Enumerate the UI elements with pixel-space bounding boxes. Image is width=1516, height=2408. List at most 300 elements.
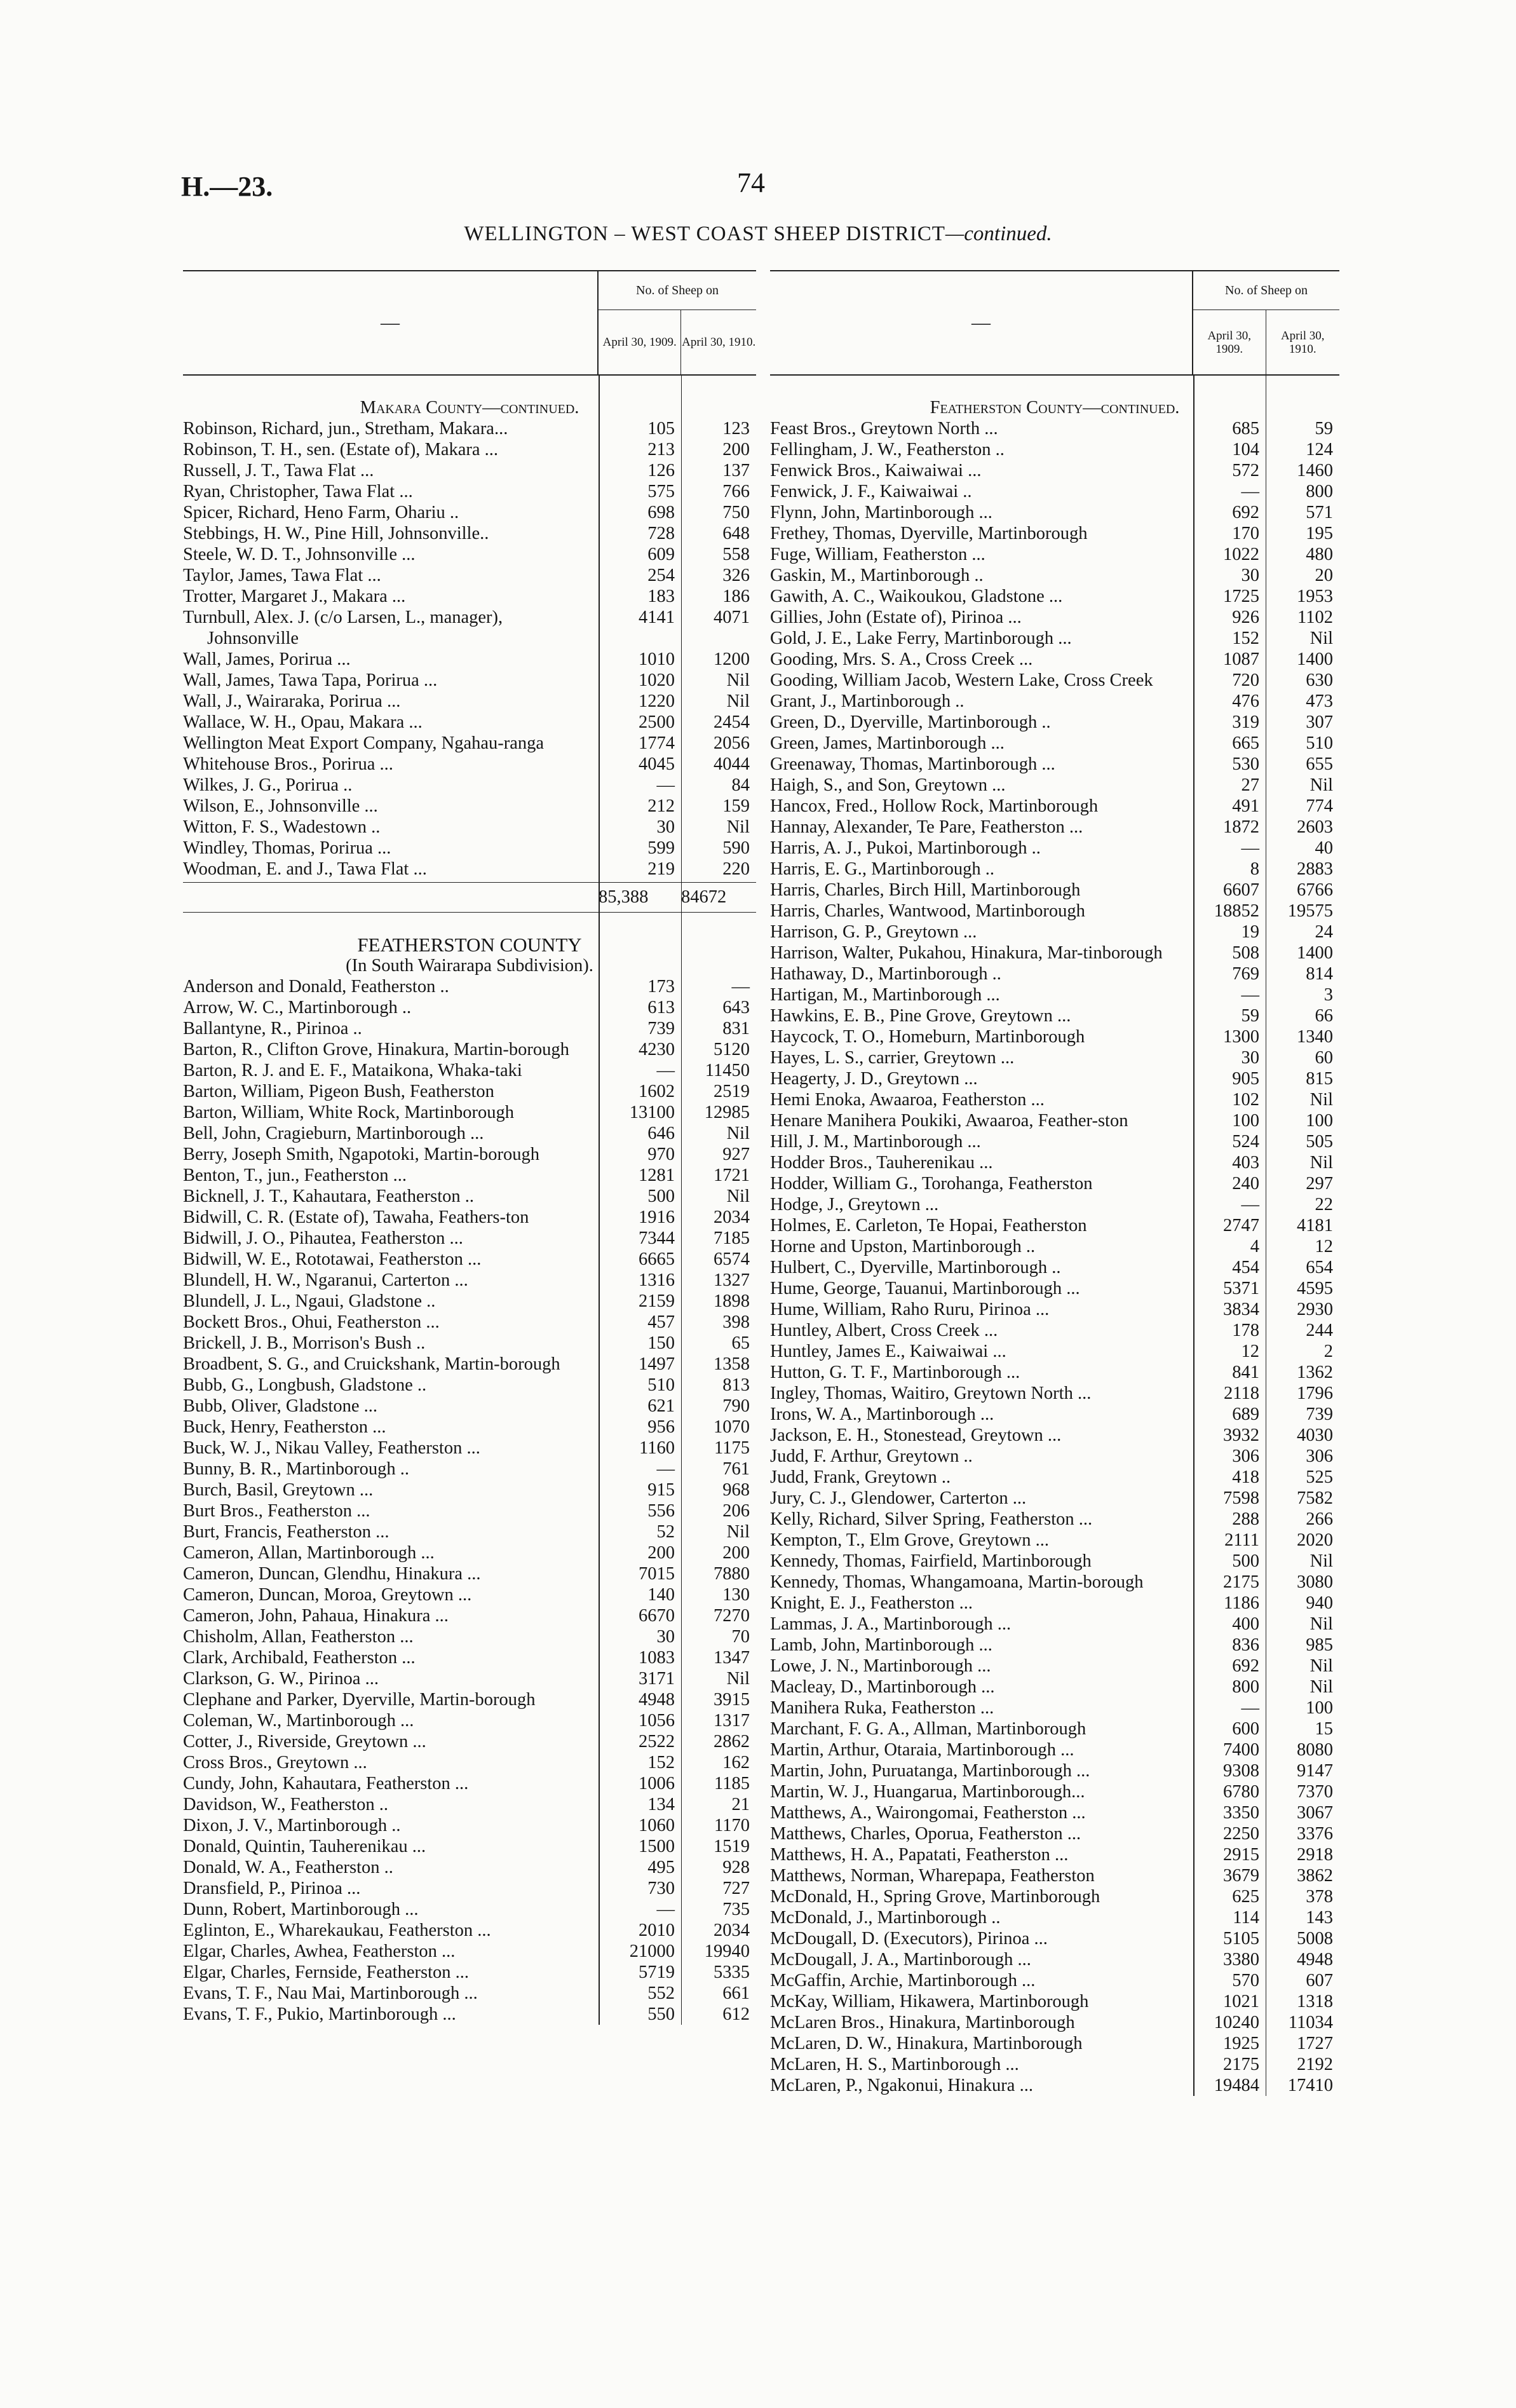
owner-name: Harrison, Walter, Pukahou, Hinakura, Mar-tinborough — [770, 943, 1163, 963]
table-row — [183, 1584, 756, 1605]
sheep-1909: 4230 — [639, 1040, 675, 1059]
sheep-1910: 60 — [1315, 1048, 1333, 1068]
sheep-1910: 3376 — [1297, 1824, 1333, 1844]
table-row — [770, 1362, 1339, 1383]
sheep-1910: 15 — [1315, 1719, 1333, 1739]
owner-name: Dixon, J. V., Martinborough .. — [183, 1816, 401, 1835]
table-row — [770, 1131, 1339, 1152]
sheep-1910: 17410 — [1287, 2076, 1333, 2095]
sheep-1909: 288 — [1232, 1509, 1259, 1529]
owner-name: Stebbings, H. W., Pine Hill, Johnsonville.. — [183, 524, 489, 543]
table-header — [183, 270, 756, 376]
table-row — [183, 838, 756, 859]
sheep-1909: 126 — [647, 461, 675, 480]
sheep-1910: 1898 — [714, 1291, 750, 1311]
owner-name: Barton, William, White Rock, Martinborough — [183, 1103, 515, 1122]
sheep-1910: 968 — [722, 1480, 750, 1500]
owner-name: Spicer, Richard, Heno Farm, Ohariu .. — [183, 503, 459, 522]
owner-name: McLaren, H. S., Martinborough ... — [770, 2055, 1019, 2074]
table-row — [770, 880, 1339, 901]
sheep-1910: 643 — [722, 998, 750, 1017]
table-row — [770, 1320, 1339, 1341]
sheep-1910: 525 — [1306, 1467, 1333, 1487]
sheep-1909: 4045 — [639, 754, 675, 774]
section-heading: FEATHERSTON COUNTY — [357, 934, 582, 956]
sheep-1910: 7370 — [1297, 1782, 1333, 1802]
table-row — [183, 1605, 756, 1626]
table-row — [183, 997, 756, 1018]
table-row — [183, 1752, 756, 1773]
table-row — [770, 1257, 1339, 1278]
owner-name: Macleay, D., Martinborough ... — [770, 1677, 995, 1697]
sheep-1909: — — [1241, 1195, 1259, 1214]
sheep-1909: 454 — [1232, 1258, 1259, 1277]
owner-name: Evans, T. F., Nau Mai, Martinborough ... — [183, 1983, 478, 2003]
sheep-1910: 3915 — [714, 1690, 750, 1710]
owner-name: Martin, Arthur, Otaraia, Martinborough ... — [770, 1740, 1074, 1760]
table-row — [183, 1123, 756, 1144]
sheep-1909: 6670 — [639, 1606, 675, 1626]
sheep-1909: 1083 — [639, 1648, 675, 1668]
table-row — [770, 963, 1339, 984]
sheep-1909: 956 — [647, 1417, 675, 1437]
owner-name: Bidwill, C. R. (Estate of), Tawaha, Feathers-ton — [183, 1207, 529, 1227]
owner-name: Flynn, John, Martinborough ... — [770, 503, 992, 522]
owner-name: Bidwill, W. E., Rototawai, Featherston ... — [183, 1249, 482, 1269]
owner-name: Harris, E. G., Martinborough .. — [770, 859, 995, 879]
sheep-1909: 692 — [1232, 1656, 1259, 1676]
sheep-1910: 220 — [722, 859, 750, 879]
table-row — [770, 712, 1339, 733]
sheep-1910: 100 — [1306, 1698, 1333, 1718]
sheep-1910: 12 — [1315, 1237, 1333, 1256]
table-row — [183, 1815, 756, 1836]
owner-name: Kelly, Richard, Silver Spring, Featherston ... — [770, 1509, 1093, 1529]
sheep-1910: Nil — [726, 1124, 750, 1143]
table-row — [770, 1991, 1339, 2012]
table-row — [183, 670, 756, 691]
table-row — [183, 1878, 756, 1899]
sheep-1910: 1400 — [1297, 650, 1333, 669]
sheep-1910: Nil — [1310, 775, 1333, 795]
sheep-count-header — [597, 271, 756, 374]
sheep-1909: 114 — [1233, 1908, 1259, 1928]
sheep-1909: 3171 — [639, 1669, 675, 1689]
sheep-1909: 1186 — [1224, 1593, 1259, 1613]
table-row — [183, 502, 756, 523]
sheep-1910: 2020 — [1297, 1530, 1333, 1550]
sheep-1910: Nil — [726, 817, 750, 837]
table-row — [770, 1425, 1339, 1446]
sheep-1910: 1102 — [1297, 608, 1333, 627]
owner-name: Ballantyne, R., Pirinoa .. — [183, 1019, 362, 1038]
sheep-1910: 7582 — [1297, 1488, 1333, 1508]
owner-name: Bockett Bros., Ohui, Featherston ... — [183, 1312, 440, 1332]
sheep-1910: 4044 — [714, 754, 750, 774]
table-row — [770, 1194, 1339, 1215]
owner-name: Kennedy, Thomas, Whangamoana, Martin-borough — [770, 1572, 1144, 1592]
sheep-1909: 418 — [1232, 1467, 1259, 1487]
sheep-1910: 306 — [1306, 1446, 1333, 1466]
sheep-1909: 836 — [1232, 1635, 1259, 1655]
sheep-1910: Nil — [1310, 629, 1333, 648]
table-row — [183, 1857, 756, 1878]
table-row — [770, 1530, 1339, 1551]
page-title — [0, 222, 1516, 246]
sheep-1909: 9308 — [1223, 1761, 1259, 1781]
table-row — [770, 984, 1339, 1005]
owner-name: Donald, Quintin, Tauherenikau ... — [183, 1837, 426, 1856]
owner-name: Gold, J. E., Lake Ferry, Martinborough ... — [770, 629, 1072, 648]
sheep-1910: 11034 — [1288, 2013, 1333, 2032]
owner-name: Cundy, John, Kahautara, Featherston ... — [183, 1774, 469, 1793]
sheep-1909: 1497 — [639, 1354, 675, 1374]
sheep-group-label: No. of Sheep on — [599, 271, 756, 310]
sheep-1910: 137 — [722, 461, 750, 480]
table-row — [770, 1907, 1339, 1928]
sheep-1910: 480 — [1306, 545, 1333, 564]
owner-name: Robinson, Richard, jun., Stretham, Makara... — [183, 419, 508, 439]
owner-name: Cameron, Allan, Martinborough ... — [183, 1543, 435, 1563]
owner-name: McDonald, H., Spring Grove, Martinborough — [770, 1887, 1100, 1907]
table-row — [770, 754, 1339, 775]
table-row — [770, 1173, 1339, 1194]
sheep-1909: 100 — [1232, 1111, 1259, 1131]
owner-name: McGaffin, Archie, Martinborough ... — [770, 1971, 1036, 1990]
sheep-1909: 173 — [647, 977, 675, 997]
sheep-1910: 2034 — [714, 1207, 750, 1227]
sheep-1909: 152 — [647, 1753, 675, 1772]
owner-name: Witton, F. S., Wadestown .. — [183, 817, 381, 837]
sheep-1910: 2056 — [714, 733, 750, 753]
sheep-1910: 3862 — [1297, 1866, 1333, 1886]
sheep-1910: 2034 — [714, 1921, 750, 1940]
sheep-1909: 200 — [647, 1543, 675, 1563]
owner-name: Blundell, J. L., Ngaui, Gladstone .. — [183, 1291, 436, 1311]
owner-name: Clarkson, G. W., Pirinoa ... — [183, 1669, 379, 1689]
sheep-1910: 2192 — [1297, 2055, 1333, 2074]
sheep-1910: 4181 — [1297, 1216, 1333, 1235]
owner-name: Haycock, T. O., Homeburn, Martinborough — [770, 1027, 1085, 1047]
table-row — [183, 586, 756, 607]
sheep-1910: 590 — [722, 838, 750, 858]
sheep-1910: 750 — [722, 503, 750, 522]
sheep-1910: 3080 — [1297, 1572, 1333, 1592]
sheep-1909: 5371 — [1223, 1279, 1259, 1298]
sheep-1909: 13100 — [629, 1103, 675, 1122]
sheep-1909: 183 — [647, 587, 675, 606]
table-row — [183, 1396, 756, 1417]
sheep-1910: 244 — [1306, 1321, 1333, 1340]
table-row — [770, 481, 1339, 502]
sheep-1909: 152 — [1232, 629, 1259, 648]
owner-name: Judd, F. Arthur, Greytown .. — [770, 1446, 973, 1466]
owner-name: Bunny, B. R., Martinborough .. — [183, 1459, 409, 1479]
sheep-1910: 4071 — [714, 608, 750, 627]
sheep-1910: 1070 — [714, 1417, 750, 1437]
owner-name: Hulbert, C., Dyerville, Martinborough .. — [770, 1258, 1061, 1277]
sheep-1909: — — [656, 1061, 675, 1080]
sheep-1909: 1281 — [639, 1166, 675, 1185]
sheep-1910: 143 — [1306, 1908, 1333, 1928]
table-row — [183, 1018, 756, 1039]
table-row — [183, 1459, 756, 1479]
sheep-1910: 790 — [722, 1396, 750, 1416]
owner-name: Hartigan, M., Martinborough ... — [770, 985, 1000, 1005]
owner-name: Kempton, T., Elm Grove, Greytown ... — [770, 1530, 1050, 1550]
owner-name: Blundell, H. W., Ngaranui, Carterton ... — [183, 1270, 468, 1290]
sheep-1909: 240 — [1232, 1174, 1259, 1194]
owner-name: Lamb, John, Martinborough ... — [770, 1635, 992, 1655]
col-1909-header: April 30, 1909. — [602, 336, 677, 349]
sheep-1910: Nil — [1310, 1677, 1333, 1697]
table-row — [183, 691, 756, 712]
table-row — [183, 1521, 756, 1542]
owner-name: Hathaway, D., Martinborough .. — [770, 964, 1001, 984]
owner-name: Elgar, Charles, Awhea, Featherston ... — [183, 1942, 456, 1961]
sheep-1909: 572 — [1232, 461, 1259, 480]
sheep-1909: 8 — [1250, 859, 1259, 879]
owner-name: Martin, John, Puruatanga, Martinborough ... — [770, 1761, 1090, 1781]
owner-name: Matthews, Norman, Wharepapa, Featherston — [770, 1866, 1095, 1886]
table-body — [770, 376, 1339, 2096]
owner-name: Cameron, John, Pahaua, Hinakura ... — [183, 1606, 449, 1626]
sheep-1909: 212 — [647, 796, 675, 816]
sheep-1910: 70 — [731, 1627, 750, 1647]
sheep-1909: 5105 — [1223, 1929, 1259, 1949]
table-row — [183, 649, 756, 670]
sheep-1910: 1727 — [1297, 2034, 1333, 2053]
table-row — [183, 1836, 756, 1857]
sheep-1910: 813 — [722, 1375, 750, 1395]
owner-name: McDougall, J. A., Martinborough ... — [770, 1950, 1031, 1969]
sheep-1909: 457 — [647, 1312, 675, 1332]
sheep-1910: 648 — [722, 524, 750, 543]
owner-name: Gooding, Mrs. S. A., Cross Creek ... — [770, 650, 1033, 669]
owner-name: Donald, W. A., Featherston .. — [183, 1858, 393, 1877]
table-row — [770, 1089, 1339, 1110]
table-row — [770, 460, 1339, 481]
owner-name: Bicknell, J. T., Kahautara, Featherston .. — [183, 1187, 474, 1206]
sheep-1909: 6665 — [639, 1249, 675, 1269]
table-row — [770, 1446, 1339, 1467]
table-row — [183, 1312, 756, 1333]
owner-name: Irons, W. A., Martinborough ... — [770, 1405, 994, 1424]
sheep-1910: 5008 — [1297, 1929, 1333, 1949]
sheep-1909: — — [1241, 838, 1259, 858]
table-row — [183, 481, 756, 502]
sheep-1910: 40 — [1315, 838, 1333, 858]
owner-name: Holmes, E. Carleton, Te Hopai, Featherston — [770, 1216, 1087, 1235]
owner-name: Barton, R. J. and E. F., Mataikona, Whaka-taki — [183, 1061, 522, 1080]
sheep-1909: 3380 — [1223, 1950, 1259, 1969]
table-row — [183, 712, 756, 733]
owner-name: Hancox, Fred., Hollow Rock, Martinborough — [770, 796, 1099, 816]
sheep-1910: 3 — [1323, 985, 1333, 1005]
sheep-1910: 7270 — [714, 1606, 750, 1626]
sheep-1910: 66 — [1315, 1006, 1333, 1026]
table-row — [183, 1081, 756, 1102]
owner-name: Martin, W. J., Huangarua, Martinborough... — [770, 1782, 1085, 1802]
table-row — [770, 439, 1339, 460]
sheep-1910: Nil — [726, 670, 750, 690]
sheep-1910: 398 — [722, 1312, 750, 1332]
owner-name: Heagerty, J. D., Greytown ... — [770, 1069, 978, 1089]
sheep-1910: 7185 — [714, 1228, 750, 1248]
table-row — [770, 1970, 1339, 1991]
sheep-1910: 774 — [1306, 796, 1333, 816]
table-row — [770, 901, 1339, 922]
section-subheading: (In South Wairarapa Subdivision). — [346, 956, 593, 976]
name-column-header: — — [971, 312, 991, 333]
sheep-1910: 2918 — [1297, 1845, 1333, 1865]
table-row — [770, 1110, 1339, 1131]
owner-name: Wellington Meat Export Company, Ngahau-ranga — [183, 733, 545, 753]
sheep-1909: — — [656, 1459, 675, 1479]
owner-name: Green, D., Dyerville, Martinborough .. — [770, 712, 1051, 732]
sheep-1910: 100 — [1306, 1111, 1333, 1131]
sheep-1910: 123 — [722, 419, 750, 439]
sheep-1910: 473 — [1306, 691, 1333, 711]
sheep-1909: 19 — [1241, 922, 1259, 942]
owner-name: Cameron, Duncan, Moroa, Greytown ... — [183, 1585, 472, 1605]
table-row — [183, 1354, 756, 1375]
page-number: 74 — [737, 167, 765, 198]
owner-name: Jury, C. J., Glendower, Carterton ... — [770, 1488, 1027, 1508]
owner-name: Woodman, E. and J., Tawa Flat ... — [183, 859, 427, 879]
owner-name: Broadbent, S. G., and Cruickshank, Martin-borough — [183, 1354, 560, 1374]
sheep-1909: 621 — [647, 1396, 675, 1416]
sheep-1909: 2747 — [1223, 1216, 1259, 1235]
table-row — [770, 670, 1339, 691]
title-suffix: —continued. — [945, 222, 1052, 245]
sheep-1910: Nil — [726, 1522, 750, 1542]
owner-name: Henare Manihera Poukiki, Awaaroa, Feather-ston — [770, 1111, 1128, 1131]
owner-name: Grant, J., Martinborough .. — [770, 691, 964, 711]
table-row — [183, 1417, 756, 1438]
table-row — [183, 1710, 756, 1731]
sheep-1909: 552 — [647, 1983, 675, 2003]
sheep-1909: 59 — [1241, 1006, 1259, 1026]
sheep-1909: 575 — [647, 482, 675, 501]
table-row — [183, 1731, 756, 1752]
sheep-1909: 739 — [647, 1019, 675, 1038]
table-row — [183, 1479, 756, 1500]
table-row — [770, 1278, 1339, 1299]
sheep-1909: 2522 — [639, 1732, 675, 1752]
owner-name: Burt Bros., Featherston ... — [183, 1501, 370, 1521]
owner-name: Harrison, G. P., Greytown ... — [770, 922, 977, 942]
sheep-1909: 613 — [647, 998, 675, 1017]
owner-name: Davidson, W., Featherston .. — [183, 1795, 388, 1814]
sheep-1909: 1022 — [1223, 545, 1259, 564]
sheep-1910: 5335 — [714, 1962, 750, 1982]
owner-name: Matthews, Charles, Oporua, Featherston ... — [770, 1824, 1081, 1844]
table-row — [183, 1626, 756, 1647]
sheep-1909: 2175 — [1223, 2055, 1259, 2074]
sheep-1909: 7344 — [639, 1228, 675, 1248]
owner-name: Russell, J. T., Tawa Flat ... — [183, 461, 374, 480]
sheep-1909: 689 — [1232, 1405, 1259, 1424]
sheep-1909: 5719 — [639, 1962, 675, 1982]
table-row — [770, 1068, 1339, 1089]
sheep-1910: 2519 — [714, 1082, 750, 1101]
title-text: WELLINGTON – WEST COAST SHEEP DISTRICT — [464, 222, 945, 245]
owner-name: Gooding, William Jacob, Western Lake, Cross Creek — [770, 670, 1153, 690]
sheep-1909: 495 — [647, 1858, 675, 1877]
sheep-1910: 162 — [722, 1753, 750, 1772]
sheep-1910: 19940 — [704, 1942, 750, 1961]
owner-name: Gaskin, M., Martinborough .. — [770, 566, 984, 585]
sheep-1910: 1170 — [714, 1816, 750, 1835]
sheep-1909: — — [1241, 482, 1259, 501]
table-row — [183, 1794, 756, 1815]
table-row — [770, 1215, 1339, 1236]
sheep-1909: 1774 — [639, 733, 675, 753]
sheep-1910: 1953 — [1297, 587, 1333, 606]
table-row — [183, 1249, 756, 1270]
sheep-1910: 654 — [1306, 1258, 1333, 1277]
table-row — [183, 1060, 756, 1081]
owner-name: Hill, J. M., Martinborough ... — [770, 1132, 981, 1152]
owner-name: Bidwill, J. O., Pihautea, Featherston ... — [183, 1228, 463, 1248]
table-row — [770, 1823, 1339, 1844]
sheep-1910: 661 — [722, 1983, 750, 2003]
table-row — [770, 2075, 1339, 2096]
sheep-1910: 1519 — [714, 1837, 750, 1856]
sheep-1909: 1725 — [1223, 587, 1259, 606]
table-row — [183, 1689, 756, 1710]
sheep-1909: 18852 — [1214, 901, 1259, 921]
table-row — [183, 859, 756, 880]
sheep-1909: 102 — [1232, 1090, 1259, 1110]
sheep-1910: 505 — [1306, 1132, 1333, 1152]
sheep-1909: 30 — [1241, 566, 1259, 585]
table-row — [770, 1005, 1339, 1026]
right-table — [770, 270, 1339, 2096]
sheep-1910: Nil — [1310, 1153, 1333, 1173]
sheep-1910: 2930 — [1297, 1300, 1333, 1319]
owner-name: Chisholm, Allan, Featherston ... — [183, 1627, 414, 1647]
sheep-1910: 2883 — [1297, 859, 1333, 879]
owner-name: Hodder Bros., Tauherenikau ... — [770, 1153, 993, 1173]
owner-name: Ingley, Thomas, Waitiro, Greytown North ... — [770, 1384, 1092, 1403]
sheep-1910: 558 — [722, 545, 750, 564]
sheep-1910: 1358 — [714, 1354, 750, 1374]
sheep-1910: Nil — [1310, 1090, 1333, 1110]
table-row — [183, 565, 756, 586]
sheep-1909: 769 — [1232, 964, 1259, 984]
sheep-1909: 400 — [1232, 1614, 1259, 1634]
sheep-1910: 1200 — [714, 650, 750, 669]
sheep-1909: 625 — [1232, 1887, 1259, 1907]
table-row — [770, 1152, 1339, 1173]
owner-name: Kennedy, Thomas, Fairfield, Martinborough — [770, 1551, 1092, 1571]
sheep-1910: Nil — [1310, 1614, 1333, 1634]
table-row — [183, 1941, 756, 1962]
table-row — [770, 1865, 1339, 1886]
sheep-1910: 186 — [722, 587, 750, 606]
owner-name: Wall, J., Wairaraka, Porirua ... — [183, 691, 401, 711]
sheep-1909: 6780 — [1223, 1782, 1259, 1802]
sheep-1909: 2118 — [1224, 1384, 1259, 1403]
table-row — [183, 1207, 756, 1228]
owner-name: Buck, W. J., Nikau Valley, Featherston ... — [183, 1438, 480, 1458]
sheep-1909: 524 — [1232, 1132, 1259, 1152]
sheep-1910: 4030 — [1297, 1425, 1333, 1445]
table-row — [183, 1563, 756, 1584]
owner-name: Brickell, J. B., Morrison's Bush .. — [183, 1333, 426, 1353]
